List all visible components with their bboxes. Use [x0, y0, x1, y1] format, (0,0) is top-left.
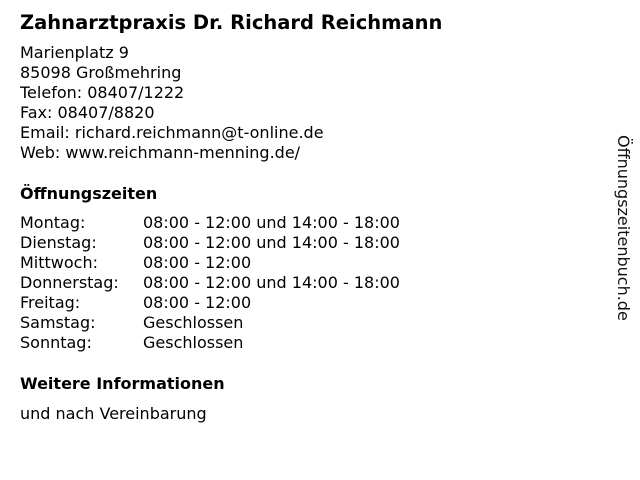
street-address: Marienplatz 9	[20, 43, 129, 62]
day-label: Freitag:	[20, 293, 81, 312]
day-label: Sonntag:	[20, 333, 92, 352]
time-value: 08:00 - 12:00	[143, 253, 252, 272]
time-value: 08:00 - 12:00 und 14:00 - 18:00	[143, 273, 400, 292]
further-info-heading: Weitere Informationen	[20, 374, 225, 393]
email-address: Email: richard.reichmann@t-online.de	[20, 123, 324, 142]
day-label: Donnerstag:	[20, 273, 119, 292]
day-label: Mittwoch:	[20, 253, 98, 272]
city-address: 85098 Großmehring	[20, 63, 182, 82]
time-value: 08:00 - 12:00 und 14:00 - 18:00	[143, 233, 400, 252]
contact-block	[20, 43, 324, 163]
time-value: 08:00 - 12:00	[143, 293, 252, 312]
phone-number: Telefon: 08407/1222	[20, 83, 185, 102]
website-address: Web: www.reichmann-menning.de/	[20, 143, 301, 162]
practice-name: Zahnarztpraxis Dr. Richard Reichmann	[20, 11, 443, 34]
day-label: Montag:	[20, 213, 86, 232]
site-watermark-label: Öffnungszeitenbuch.de	[614, 135, 633, 321]
time-value: Geschlossen	[143, 333, 244, 352]
day-label: Dienstag:	[20, 233, 97, 252]
day-label: Samstag:	[20, 313, 96, 332]
time-value: Geschlossen	[143, 313, 244, 332]
further-info-text: und nach Vereinbarung	[20, 404, 207, 423]
fax-number: Fax: 08407/8820	[20, 103, 155, 122]
opening-hours-heading: Öffnungszeiten	[20, 184, 158, 203]
time-value: 08:00 - 12:00 und 14:00 - 18:00	[143, 213, 400, 232]
